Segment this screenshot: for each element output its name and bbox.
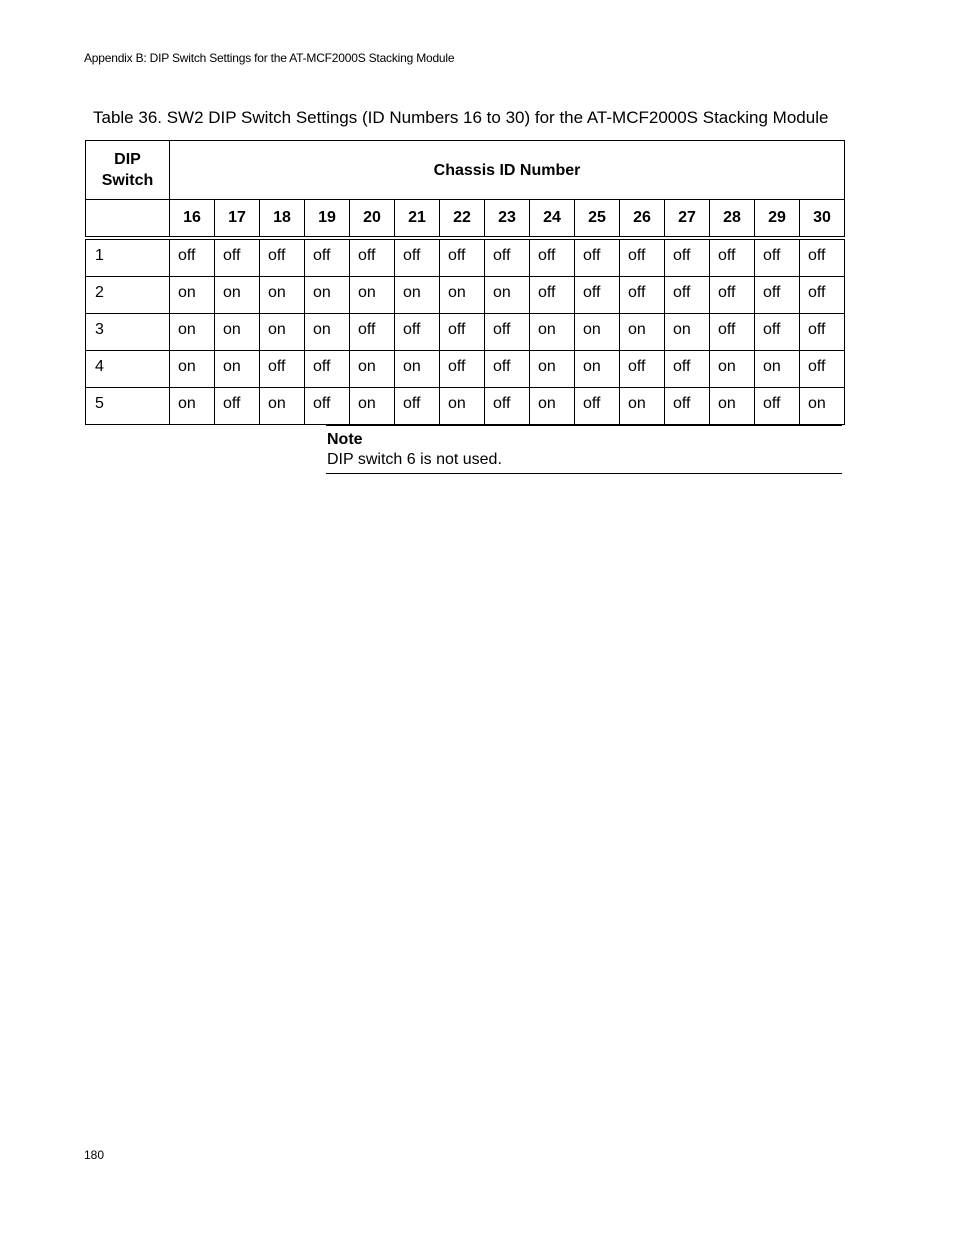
- switch-setting-cell: off: [260, 351, 305, 388]
- switch-setting-cell: off: [215, 388, 260, 425]
- switch-setting-cell: on: [530, 314, 575, 351]
- switch-setting-cell: on: [800, 388, 845, 425]
- chassis-id-cell: 24: [530, 200, 575, 239]
- switch-setting-cell: off: [440, 351, 485, 388]
- table-row: [86, 388, 845, 425]
- switch-setting-cell: off: [305, 351, 350, 388]
- switch-setting-cell: off: [755, 277, 800, 314]
- switch-setting-cell: on: [620, 314, 665, 351]
- switch-setting-cell: on: [170, 277, 215, 314]
- chassis-id-cell: 22: [440, 200, 485, 239]
- switch-setting-cell: off: [170, 238, 215, 277]
- table-row: [86, 277, 845, 314]
- switch-setting-cell: off: [575, 277, 620, 314]
- switch-setting-cell: on: [305, 277, 350, 314]
- switch-setting-cell: off: [710, 277, 755, 314]
- switch-setting-cell: on: [620, 388, 665, 425]
- switch-setting-cell: off: [575, 388, 620, 425]
- dip-switch-number: 1: [86, 238, 170, 277]
- chassis-id-cell: 16: [170, 200, 215, 239]
- switch-setting-cell: off: [755, 388, 800, 425]
- switch-setting-cell: on: [575, 314, 620, 351]
- chassis-id-cell: 27: [665, 200, 710, 239]
- switch-setting-cell: off: [440, 238, 485, 277]
- dip-header-line2: Switch: [101, 172, 154, 189]
- dip-switch-number: 5: [86, 388, 170, 425]
- switch-setting-cell: off: [530, 277, 575, 314]
- note-title: Note: [327, 431, 363, 448]
- dip-switch-number: 4: [86, 351, 170, 388]
- switch-setting-cell: off: [710, 238, 755, 277]
- chassis-id-header: Chassis ID Number: [170, 141, 845, 200]
- switch-setting-cell: on: [170, 314, 215, 351]
- chassis-id-cell: 17: [215, 200, 260, 239]
- switch-setting-cell: off: [350, 314, 395, 351]
- switch-setting-cell: on: [215, 277, 260, 314]
- switch-setting-cell: off: [800, 314, 845, 351]
- chassis-id-cell: 30: [800, 200, 845, 239]
- switch-setting-cell: on: [215, 314, 260, 351]
- chassis-id-cell: 19: [305, 200, 350, 239]
- dip-switch-number: 2: [86, 277, 170, 314]
- switch-setting-cell: on: [260, 277, 305, 314]
- chassis-id-cell: 21: [395, 200, 440, 239]
- switch-setting-cell: off: [755, 314, 800, 351]
- dip-switch-header: [86, 141, 170, 200]
- switch-setting-cell: off: [305, 238, 350, 277]
- switch-setting-cell: off: [485, 388, 530, 425]
- switch-setting-cell: on: [440, 277, 485, 314]
- switch-setting-cell: off: [530, 238, 575, 277]
- switch-setting-cell: off: [620, 277, 665, 314]
- switch-setting-cell: off: [440, 314, 485, 351]
- switch-setting-cell: off: [665, 388, 710, 425]
- chassis-id-cell: 26: [620, 200, 665, 239]
- table-row: [86, 351, 845, 388]
- switch-setting-cell: on: [350, 388, 395, 425]
- switch-setting-cell: off: [395, 314, 440, 351]
- switch-setting-cell: off: [665, 351, 710, 388]
- switch-setting-cell: on: [530, 351, 575, 388]
- switch-setting-cell: on: [575, 351, 620, 388]
- switch-setting-cell: off: [575, 238, 620, 277]
- chassis-id-cell: 23: [485, 200, 530, 239]
- switch-setting-cell: off: [665, 238, 710, 277]
- switch-setting-cell: off: [800, 277, 845, 314]
- switch-setting-cell: on: [395, 277, 440, 314]
- switch-setting-cell: on: [350, 351, 395, 388]
- switch-setting-cell: off: [800, 351, 845, 388]
- table-body: [86, 238, 845, 425]
- chassis-id-cell: 20: [350, 200, 395, 239]
- switch-setting-cell: on: [530, 388, 575, 425]
- switch-setting-cell: off: [485, 314, 530, 351]
- page-number: 180: [84, 1148, 105, 1162]
- table-row: [86, 238, 845, 277]
- chassis-id-cell: 29: [755, 200, 800, 239]
- table-row: [86, 314, 845, 351]
- switch-setting-cell: on: [260, 314, 305, 351]
- switch-setting-cell: off: [620, 351, 665, 388]
- chassis-id-cell: 25: [575, 200, 620, 239]
- dip-header-line1: DIP: [114, 151, 141, 168]
- switch-setting-cell: on: [710, 388, 755, 425]
- switch-setting-cell: off: [485, 238, 530, 277]
- switch-setting-cell: on: [260, 388, 305, 425]
- dip-switch-number: 3: [86, 314, 170, 351]
- switch-setting-cell: off: [305, 388, 350, 425]
- switch-setting-cell: on: [350, 277, 395, 314]
- running-header: Appendix B: DIP Switch Settings for the AT-MCF2000S Stacking Module: [84, 51, 455, 65]
- switch-setting-cell: off: [755, 238, 800, 277]
- switch-setting-cell: on: [305, 314, 350, 351]
- switch-setting-cell: on: [215, 351, 260, 388]
- switch-setting-cell: on: [485, 277, 530, 314]
- switch-setting-cell: on: [395, 351, 440, 388]
- switch-setting-cell: on: [710, 351, 755, 388]
- note-box: [326, 425, 842, 474]
- switch-setting-cell: off: [710, 314, 755, 351]
- switch-setting-cell: off: [350, 238, 395, 277]
- empty-header-cell: [86, 200, 170, 239]
- switch-setting-cell: on: [440, 388, 485, 425]
- switch-setting-cell: off: [620, 238, 665, 277]
- note-text: DIP switch 6 is not used.: [327, 451, 502, 468]
- switch-setting-cell: off: [395, 238, 440, 277]
- dip-switch-table: [85, 140, 845, 425]
- switch-setting-cell: on: [170, 351, 215, 388]
- switch-setting-cell: off: [395, 388, 440, 425]
- switch-setting-cell: off: [485, 351, 530, 388]
- switch-setting-cell: on: [755, 351, 800, 388]
- switch-setting-cell: off: [215, 238, 260, 277]
- switch-setting-cell: on: [665, 314, 710, 351]
- table-caption: Table 36. SW2 DIP Switch Settings (ID Numbers 16 to 30) for the AT-MCF2000S Stacking Module: [93, 108, 829, 127]
- chassis-id-cell: 18: [260, 200, 305, 239]
- switch-setting-cell: off: [800, 238, 845, 277]
- chassis-id-cell: 28: [710, 200, 755, 239]
- switch-setting-cell: off: [260, 238, 305, 277]
- switch-setting-cell: on: [170, 388, 215, 425]
- switch-setting-cell: off: [665, 277, 710, 314]
